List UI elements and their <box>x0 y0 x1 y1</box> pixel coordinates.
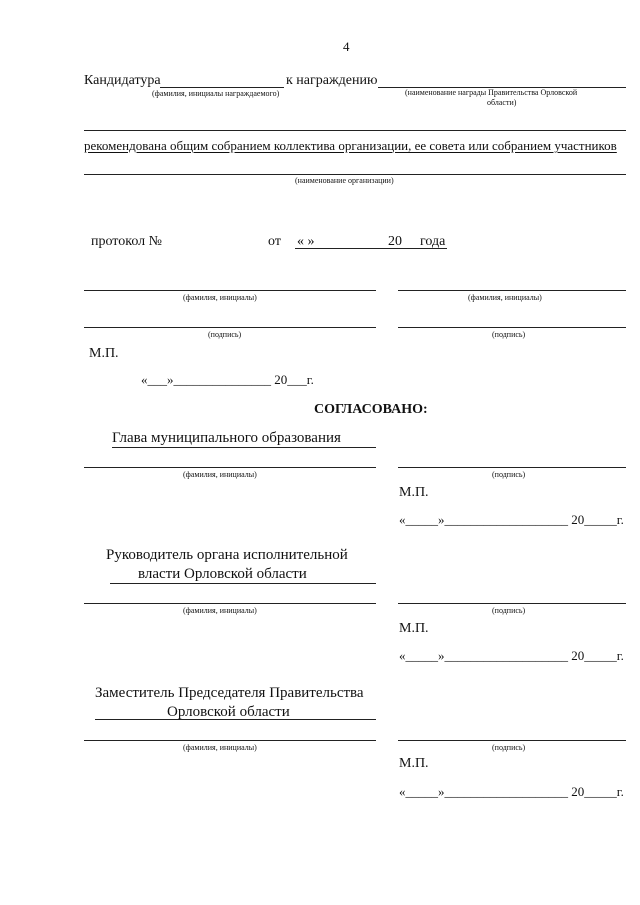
approval-3-title-underline <box>95 719 376 720</box>
approval-1-name-caption: (фамилия, инициалы) <box>183 470 257 479</box>
award-label: к награждению <box>286 73 378 88</box>
approval-1-title-line1: Глава муниципального образования <box>112 430 341 446</box>
approval-1-title-underline <box>112 447 376 448</box>
protocol-year-suffix: года <box>420 234 446 249</box>
approval-1-date-line: «_____»___________________ 20_____г. <box>399 512 624 527</box>
sign-line-right <box>398 327 626 328</box>
approval-1-name-line <box>84 467 376 468</box>
candidate-name-caption: (фамилия, инициалы награждаемого) <box>152 89 280 98</box>
organization-line <box>84 174 626 175</box>
approval-1-sign-caption: (подпись) <box>492 470 526 479</box>
approval-2-stamp: М.П. <box>399 621 429 636</box>
approval-2-title-underline <box>110 583 376 584</box>
approval-1-stamp: М.П. <box>399 485 429 500</box>
approval-3-title-line1: Заместитель Председателя Правительства <box>95 685 364 701</box>
approval-3-name-caption: (фамилия, инициалы) <box>183 743 257 752</box>
award-caption-line2: области) <box>487 98 517 107</box>
stamp-top: М.П. <box>89 346 119 361</box>
approval-2-title-line2: власти Орловской области <box>138 566 307 582</box>
protocol-label: протокол № <box>91 234 162 249</box>
approval-3-date-line: «_____»___________________ 20_____г. <box>399 784 624 799</box>
approval-3-name-line <box>84 740 376 741</box>
name-caption-right: (фамилия, инициалы) <box>468 293 542 302</box>
approval-3-sign-caption: (подпись) <box>492 743 526 752</box>
approval-2-title-line1: Руководитель органа исполнительной <box>106 547 348 563</box>
recommendation-text: рекомендована общим собранием коллектива организации, ее совета или собранием участников <box>84 138 617 153</box>
approval-1-sign-line <box>398 467 626 468</box>
approval-2-sign-caption: (подпись) <box>492 606 526 615</box>
approval-3-title-line2: Орловской области <box>167 704 290 720</box>
sign-caption-right: (подпись) <box>492 330 526 339</box>
candidate-label: Кандидатура <box>84 73 161 88</box>
candidate-name-line <box>160 87 284 88</box>
protocol-date-line <box>295 248 447 249</box>
sign-caption-left: (подпись) <box>208 330 242 339</box>
organization-caption: (наименование организации) <box>295 176 394 185</box>
page-number: 4 <box>343 39 350 54</box>
approval-2-name-caption: (фамилия, инициалы) <box>183 606 257 615</box>
award-caption-line1: (наименование награды Правительства Орловской <box>405 88 578 97</box>
protocol-year-prefix: 20 <box>388 234 402 249</box>
sign-line-left <box>84 327 376 328</box>
approval-2-date-line: «_____»___________________ 20_____г. <box>399 648 624 663</box>
approval-2-sign-line <box>398 603 626 604</box>
protocol-from-label: от <box>268 234 281 249</box>
name-line-left <box>84 290 376 291</box>
approval-3-stamp: М.П. <box>399 756 429 771</box>
approval-2-name-line <box>84 603 376 604</box>
protocol-date-quotes: « » <box>297 234 315 249</box>
name-line-right <box>398 290 626 291</box>
agreed-title: СОГЛАСОВАНО: <box>314 402 428 417</box>
name-caption-left: (фамилия, инициалы) <box>183 293 257 302</box>
date-line-top: «___»_______________ 20___г. <box>141 372 314 387</box>
header-extra-line <box>84 130 626 131</box>
approval-3-sign-line <box>398 740 626 741</box>
